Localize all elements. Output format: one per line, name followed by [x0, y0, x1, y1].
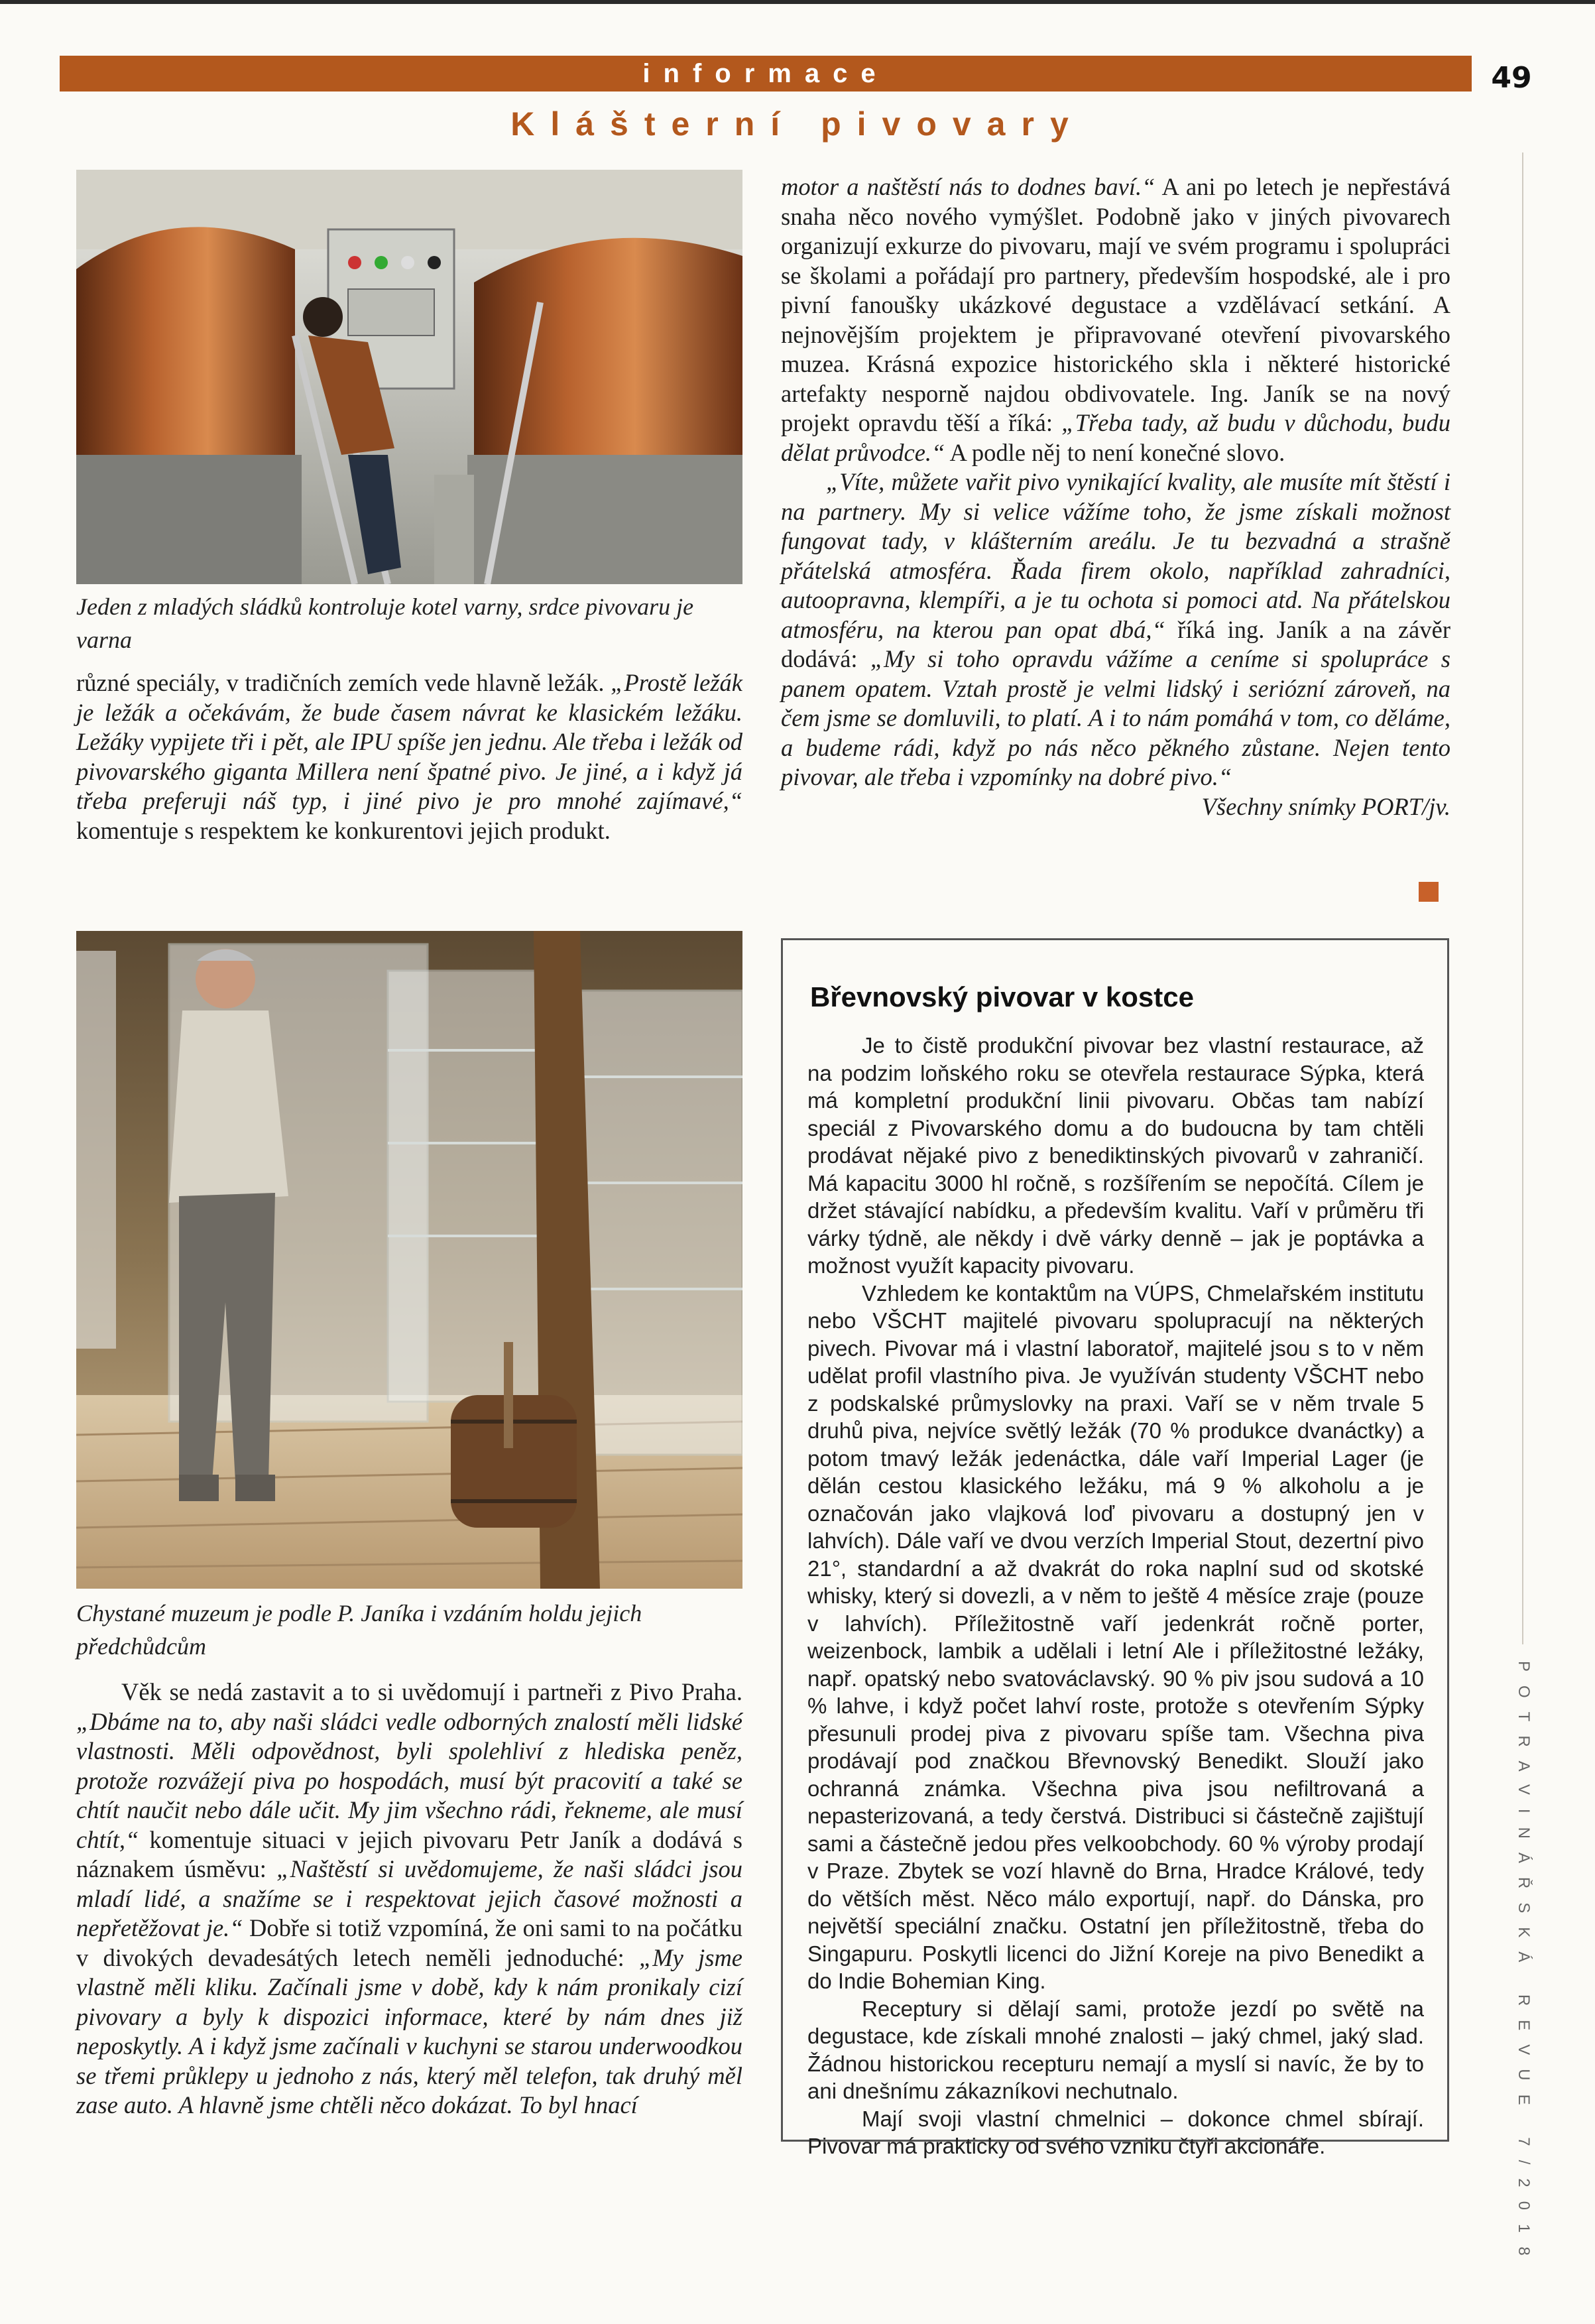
brewhouse-photo	[76, 170, 742, 584]
brewhouse-caption: Jeden z mladých sládků kontroluje kotel varny, srdce pivovaru je varna	[76, 593, 694, 653]
quote-run: „My jsme vlastně měli kliku. Začínali jsme v době, kdy k nám pronikaly cizí pivovary a byly k dispozici informace, které by nám dnes již neposkytly. A i když jsme začínali v kuchyni se starou underwoodkou se třemi průklepy u jednoho z nás, který měl telefon, tak druhý měl zase auto. A hlavně jsme chtěli něco dokázat. To byl hnací	[76, 1943, 742, 2118]
text-run: A podle něj to není konečné slovo.	[945, 438, 1285, 466]
text-run: různé speciály, v tradičních zemích vede hlavně ležák.	[76, 669, 611, 696]
magazine-side-label	[1511, 1661, 1538, 2324]
section-title: informace	[642, 59, 889, 88]
box-paragraph: Vzhledem ke kontaktům na VÚPS, Chmelařském institutu nebo VŠCHT majitelé pivovaru spolupracují na některých pivech. Pivovar má i vlastní laboratoř, majitelé jsou s to v něm udělat profil vlastního piva. Je využíván studenty VŠCHT nebo z podskalské průmyslovky na praxi. Vaří se v něm trvale 5 druhů piva, nejvíce světlý ležák (70 % produkce dvanáctky) a potom tmavý ležák jedenáctka, dále vaří Imperial Lager (je dělán cestou klasického ležáku, má 9 % alkoholu a je označován jako vlajková loď pivovaru a dostupný jen v lahvích). Dále vaří ve dvou verzích Imperial Stout, dezertní pivo 21°, standardní a až dvakrát do roka naplní sud od skotské whisky, který si dovezli, a v něm to ještě 4 měsíce zraje (pouze v lahvích). Příležitostně vaří jedenkrát ročně porter, weizenbock, lambik a udělali i letní Ale i příležitostné ležáky, např. opatský nebo svatováclavský. 90 % piv jsou sudová a 10 % lahve, i když počet lahví roste, protože s otevřením Sýpky přesunuli prodej piva z pivovaru spíše tam. Všechna piva prodávají pod značkou Břevnovský Benedikt. Slouží jako ochranná známka. Všechna piva jsou nefiltrovaná a nepasterizovaná, a tedy čerstvá. Distribuci si částečně zajištují sami a částečně jedou přes velkoobchody. 60 % výroby prodají v Praze. Zbytek se vozí hlavně do Brna, Hradce Králové, tedy do větších měst. Něco málo exportují, např. do Dánska, pro největší speciální značku. Ostatní jen příležitostně, třeba do Singapuru. Poskytli licenci do Jižní Koreje na pivo Benedikt a do Indie Bohemian King.	[807, 1280, 1424, 1993]
quote-run: „Prostě ležák je ležák a očekávám, že bude časem návrat ke klasickém ležáku. Ležáky vypijete tři i pět, ale IPU spíše jen jednu. Ale třeba i ležák od pivovarského giganta Millera není špatné pivo. Je jiné, a i když já třeba preferuji náš typ, i jiné pivo je pro mnohé zajímavé,“	[76, 669, 742, 814]
text-run: Dobře si totiž vzpomíná, že oni sami to na počátku v divokých devadesátých letech neměli jednoduché:	[76, 1914, 742, 1971]
text-run: komentuje situaci v jejich pivovaru Petr Janík a dodává s náznakem úsměvu:	[76, 1825, 742, 1882]
subsection-title: Klášterní pivovary	[510, 105, 1085, 143]
margin-rule	[1522, 153, 1523, 1644]
text-run: Věk se nedá zastavit a to si uvědomují i partneři z Pivo Praha.	[121, 1678, 742, 1705]
box-paragraph: Receptury si dělají sami, protože jezdí po světě na degustace, kde získali mnohé znalosti – jaký chmel, jaký slad. Žádnou historickou recepturu nemají a myslí si navíc, že by to ani dnešnímu zákazníkovi nechutnalo.	[807, 1996, 1424, 2103]
text-run: komentuje s respektem ke konkurentovi jejich produkt.	[76, 816, 611, 844]
box-text	[807, 1032, 1424, 2160]
magazine-name: POTRAVINÁŘSKÁ REVUE 7/2018	[1515, 1661, 1533, 2270]
box-title: Břevnovský pivovar v kostce	[810, 981, 1194, 1012]
museum-caption: Chystané muzeum je podle P. Janíka i vzdáním holdu jejich předchůdcům	[76, 1600, 642, 1660]
quote-run: „My si toho opravdu vážíme a ceníme si spolupráce s panem opatem. Vztah prostě je velmi lidský i seriózní zároveň, na čem jsme se domluvili, to platí. A i to nám pomáhá v tom, co děláme, a budeme rádi, když po nás něco pěkného zůstane. Nejen tento pivovar, ale třeba i vzpomínky na dobré pivo.“	[781, 645, 1450, 790]
quote-run: „Naštěstí si uvědomujeme, že naši sládci jsou mladí lidé, a snažíme se i respektovat jejich časové možnosti a nepřetěžovat je.“	[76, 1855, 742, 1941]
quote-run: „Dbáme na to, aby naši sládci vedle odborných znalostí měli lidské vlastnosti. Měli odpovědnost, byli spolehliví z hlediska peněz, protože rozvážejí piva po hospodách, musí být pracovití a také se chtít naučit nebo dále učit. My jim všechno rádi, řekneme, ale musí chtít,“	[76, 1707, 742, 1853]
quote-run: motor a naštěstí nás to dodnes baví.“	[781, 173, 1155, 200]
left-column-top-text	[76, 668, 742, 845]
page-number: 49	[1491, 61, 1532, 95]
top-rule	[0, 0, 1595, 4]
box-paragraph: Mají svoji vlastní chmelnici – dokonce chmel sbírají. Pivovar má prakticky od svého vzniku čtyři akcionáře.	[807, 2106, 1424, 2158]
text-run: A ani po letech je nepřestává snaha něco nového vymýšlet. Podobně jako v jiných pivovarech organizují exkurze do pivovaru, mají ve svém programu i spolupráci se školami a pořádají pro partnery, především hospodské, ale i pro pivní fanoušky ukázkové degustace a vzdělávací setkání. A nejnovějším projektem je připravované otevření pivovarského muzea. Krásná expozice historického skla i některé historické artefakty nesporně najdou obdivovatele. Ing. Janík se na nový projekt opravdu těší a říká:	[781, 173, 1450, 436]
box-paragraph: Je to čistě produkční pivovar bez vlastní restaurace, až na podzim loňského roku se otevřela restaurace Sýpka, která má kompletní produkční linii pivovaru. Občas tam nabízí speciál z Pivovarského domu a do budoucna by tam chtěli prodávat nějaké pivo z benediktinských pivovarů v zahraničí. Má kapacitu 3000 hl ročně, s rozšířením se nepočítá. Cílem je držet stávající nabídku, a především kvalitu. Vaří v průměru tři várky týdně, ale někdy i dvě várky denně – jak je poptávka a možnost využít kapacity pivovaru.	[807, 1033, 1424, 1278]
museum-photo	[76, 931, 742, 1589]
right-paragraph-1	[781, 172, 1450, 467]
right-column-text	[781, 172, 1450, 822]
quote-run: „Třeba tady, až budu v důchodu, budu dělat průvodce.“	[781, 409, 1450, 466]
article-end-mark	[1419, 882, 1439, 902]
photo-credit: Všechny snímky PORT/jv.	[1201, 792, 1450, 820]
left-column-bottom-text	[76, 1678, 742, 2120]
text-run: říká ing. Janík a na závěr dodává:	[781, 615, 1450, 672]
right-paragraph-2	[781, 467, 1450, 792]
left-paragraph	[76, 1678, 742, 2120]
left-paragraph-continuation	[76, 668, 742, 845]
quote-run: „Víte, můžete vařit pivo vynikající kvality, ale musíte mít štěstí i na partnery. My si velice vážíme toho, že jsme získali možnost fungovat tady, v klášterním areálu. Je tu bezvadná a strašně přátelská atmosféra. Řada firem okolo, například zahradníci, autoopravna, klempíři, a je tu ochota si pomoci atd. Na přátelskou atmosféru, na kterou pan opat dbá,“	[781, 468, 1450, 643]
